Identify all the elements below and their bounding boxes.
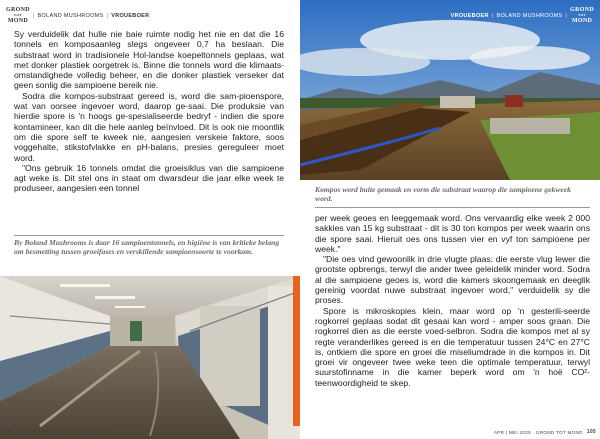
paragraph: per week geoes en leeggemaak word. Ons vervaardig elke week 2 000 sakkies van 15 kg substraat - dit is 30 ton kompos per week waarin ons die spore saai. Hieruit oes ons tussen vier en vyf ton sampioene per week." bbox=[315, 213, 590, 254]
left-photo-caption: By Boland Mushrooms is daar 16 sampioentonnels, en higiëne is van kritieke belang om besmetting tussen groeifases en verskillende sampioensoorte te voorkom. bbox=[14, 238, 280, 257]
caption-rule bbox=[315, 207, 590, 208]
header-subject: BOLAND MUSHROOMS bbox=[37, 13, 104, 19]
compost-yard-image bbox=[300, 0, 600, 180]
paragraph: "Ons gebruik 16 tonnels omdat die groeisiklus van die sampioene agt weke is. Dit stel ons in staat om dwarsdeur die jaar elke week te produseer, aangesien een tonnel bbox=[14, 162, 284, 194]
page-number: 105 bbox=[586, 429, 596, 435]
right-header: VROUEBOER | BOLAND MUSHROOMS | GROND TOT MOND bbox=[450, 6, 594, 24]
header-section: VROUEBOER bbox=[450, 13, 489, 19]
left-footer bbox=[4, 428, 204, 436]
paragraph: Sodra die kompos-substraat gereed is, word die sam-pioenspore, wat van oorsee ingevoer word, daarop ge-saai. Die produksie van hierdie spore is 'n hoogs ge-spesialiseerde bedryf - indien die spore kontamineer, kan dit die hele aanleg beïnvloed. Dit is ook nie moontlik om die spore self te kweek nie, aangesien verskeie faktore, soos voggehalte, stikstofvlakke en pH-balans, presies gereguleer moet word. bbox=[14, 90, 284, 163]
footer-label: APR | MEI 2025 · GROND TOT MOND bbox=[493, 429, 583, 435]
left-header: GROND TOT MOND | BOLAND MUSHROOMS | VROUEBOER bbox=[6, 6, 150, 24]
magazine-logo: GROND TOT MOND bbox=[6, 6, 30, 24]
orange-edge-stripe bbox=[293, 276, 300, 426]
paragraph: Spore is mikroskopies klein, maar word op 'n gesterili-seerde rogkorrel geplaas sodat dit gesaai kan word - amper soos graan. Die rogkorrel dien as die eerste voed-selbron. Sodra die kompos met al sy regte veranderlikes gereed is en die temperatuur tussen 24°C en 27°C is, ontkiem die spore en groei die miseliumdrade in die kompos in. Dit groei vir ongeveer twee weke teen die optimale temperatuur, terwyl suurstofinname in die kamer beperk word om 'n hoë CO²-teenwoordigheid te skep. bbox=[315, 305, 590, 388]
tunnel-corridor-image bbox=[0, 276, 300, 439]
left-body-text bbox=[14, 29, 284, 194]
footer-label: GROND TOT MOND · APR | MEI 2025 bbox=[17, 429, 106, 435]
page-number: 104 bbox=[4, 429, 14, 435]
right-footer bbox=[400, 428, 596, 436]
right-body-text bbox=[315, 213, 590, 388]
compost-yard-photo bbox=[300, 0, 600, 180]
caption-rule bbox=[14, 235, 284, 236]
header-section: VROUEBOER bbox=[111, 13, 150, 19]
paragraph: "Die oes vind gewoonlik in drie vlugte plaas: die eerste vlug lewer die grootste opbrengs, terwyl die ander twee geleidelik minder word. Sodra al die sampioene geoes is, word die kamers skoongemaak en deeglik gereinig voordat nuwe substraat ingevoer word," verduidelik sy die proses. bbox=[315, 254, 590, 306]
header-subject: BOLAND MUSHROOMS bbox=[496, 13, 563, 19]
magazine-logo: GROND TOT MOND bbox=[570, 6, 594, 24]
tunnel-corridor-photo bbox=[0, 276, 300, 439]
right-photo-caption: Kompos word buite gemaak en vorm die substraat waarop die sampioene gekweek word. bbox=[315, 185, 571, 204]
paragraph: Sy verduidelik dat hulle nie baie ruimte nodig het nie en dat die 16 tonnels en komposaanleg slegs ongeveer 0,7 ha beslaan. Die substraat word in tradisionele Hol-landse koepeltonnels geplaas, wat met donker plastiek oorgetrek is. Binne die tonnels word die klimaats-omstandighede volledig beheer, en die donker plastiek verseker dat geen sonlig die sampioene bereik nie. bbox=[14, 29, 284, 91]
